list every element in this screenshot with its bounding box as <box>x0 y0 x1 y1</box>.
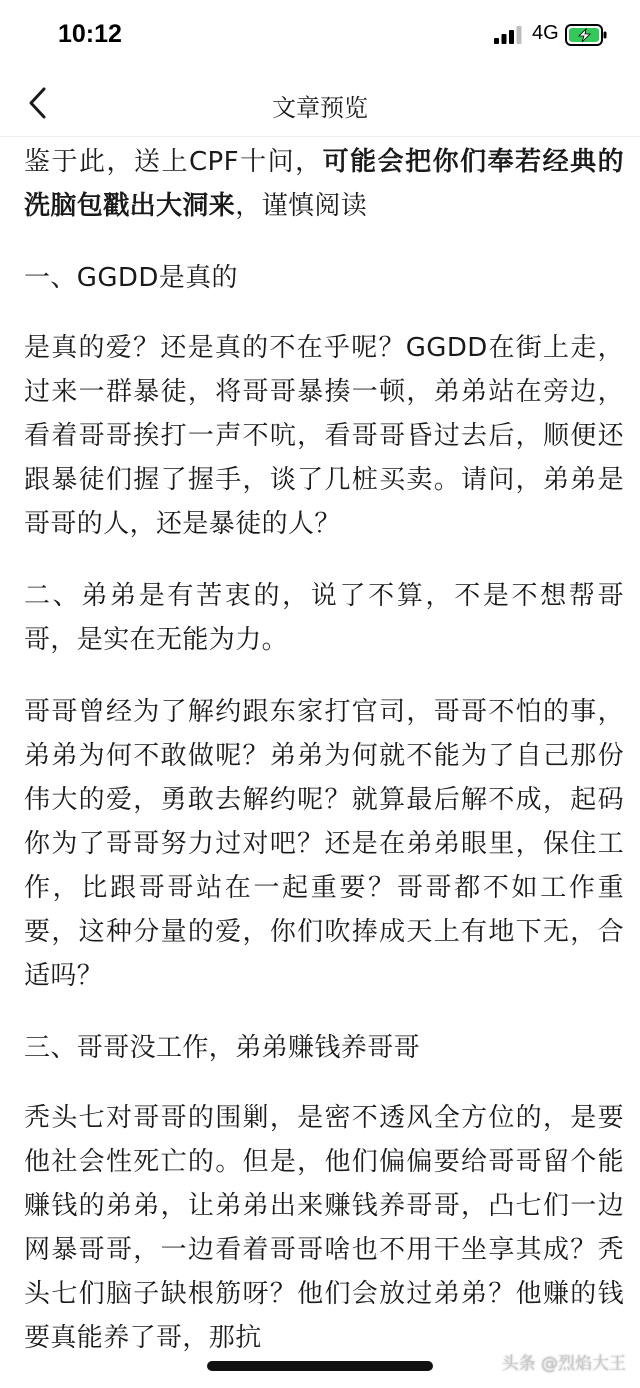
article-paragraph-1: 是真的爱？还是真的不在乎呢？GGDD在街上走，过来一群暴徒，将哥哥暴揍一顿，弟弟站在旁边，看着哥哥挨打一声不吭，看哥哥昏过去后，顺便还跟暴徒们握了握手，谈了几桩买卖。请问，弟弟是哥哥的人，还是暴徒的人？ <box>24 333 624 539</box>
intro-text: 鉴于此，送上CPF十问， <box>24 147 323 177</box>
article-paragraph-3: 秃头七对哥哥的围剿，是密不透风全方位的，是要他社会性死亡的。但是，他们偏偏要给哥哥留个能赚钱的弟弟，让弟弟出来赚钱养哥哥，凸七们一边网暴哥哥，一边看着哥哥啥也不用干坐享其成？秃头七们脑子缺根筋呀？他们会放过弟弟？他赚的钱要真能养了哥，那抗 <box>24 1103 624 1353</box>
watermark: 头条 @烈焰大王 <box>501 1354 626 1374</box>
intro-bold-text: 可能会把你们奉若经典的洗脑包戳出大洞来 <box>24 147 624 221</box>
battery-charging-icon <box>565 24 607 46</box>
page-title: 文章预览 <box>272 94 368 122</box>
section-heading-2: 二、弟弟是有苦衷的，说了不算，不是不想帮哥哥，是实在无能为力。 <box>24 581 624 655</box>
home-indicator[interactable] <box>207 1361 433 1371</box>
cellular-signal-icon <box>494 26 522 44</box>
section-heading-3: 三、哥哥没工作，弟弟赚钱养哥哥 <box>24 1033 421 1063</box>
network-type: 4G <box>532 22 559 44</box>
article-paragraph-intro <box>24 140 624 228</box>
article-body <box>24 140 624 1388</box>
intro-text-end: ，谨慎阅读 <box>235 191 368 221</box>
section-heading-1: 一、GGDD是真的 <box>24 263 238 293</box>
status-time: 10:12 <box>58 20 122 48</box>
status-bar <box>0 0 640 70</box>
nav-bar <box>0 70 640 137</box>
article-paragraph-2: 哥哥曾经为了解约跟东家打官司，哥哥不怕的事，弟弟为何不敢做呢？弟弟为何就不能为了自己那份伟大的爱，勇敢去解约呢？就算最后解不成，起码你为了哥哥努力过对吧？还是在弟弟眼里，保住工作，比跟哥哥站在一起重要？哥哥都不如工作重要，这种分量的爱，你们吹捧成天上有地下无，合适吗？ <box>24 697 624 991</box>
